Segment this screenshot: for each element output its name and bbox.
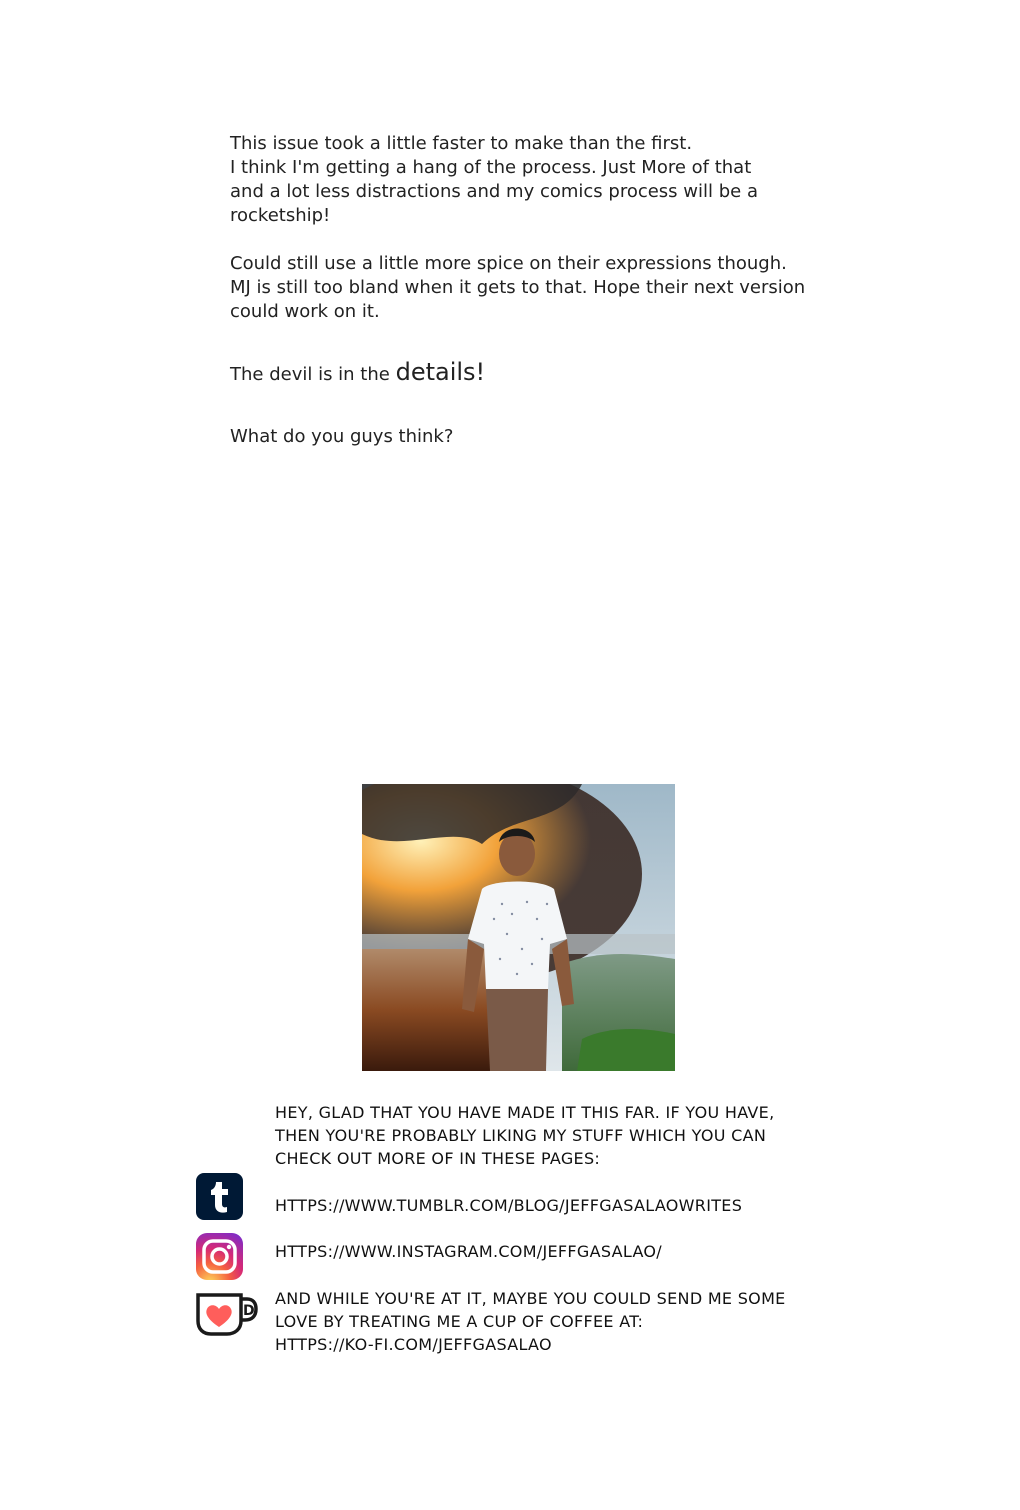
instagram-link[interactable]: HTTPS://WWW.INSTAGRAM.COM/JEFFGASALAO/ bbox=[275, 1242, 662, 1261]
promo-line: CHECK OUT MORE OF IN THESE PAGES: bbox=[275, 1149, 601, 1168]
note-line: and a lot less distractions and my comics process will be a bbox=[230, 181, 758, 202]
note-line: could work on it. bbox=[230, 301, 380, 322]
author-note bbox=[230, 132, 830, 449]
note-line: What do you guys think? bbox=[230, 426, 454, 447]
note-line: This issue took a little faster to make than the first. bbox=[230, 133, 693, 154]
kofi-block bbox=[275, 1287, 835, 1356]
note-emphasis: details! bbox=[395, 358, 486, 386]
kofi-link[interactable]: HTTPS://KO-FI.COM/JEFFGASALAO bbox=[275, 1335, 552, 1354]
kofi-line: LOVE BY TREATING ME A CUP OF COFFEE AT: bbox=[275, 1312, 644, 1331]
promo-line: HEY, GLAD THAT YOU HAVE MADE IT THIS FAR. IF YOU HAVE, bbox=[275, 1103, 775, 1122]
note-line: Could still use a little more spice on their expressions though. bbox=[230, 253, 787, 274]
note-text: The devil is in the bbox=[230, 364, 396, 385]
promo-block bbox=[275, 1101, 835, 1170]
note-line: rocketship! bbox=[230, 205, 331, 226]
note-line: I think I'm getting a hang of the process. Just More of that bbox=[230, 157, 752, 178]
author-portrait bbox=[362, 784, 675, 1071]
promo-line: THEN YOU'RE PROBABLY LIKING MY STUFF WHICH YOU CAN bbox=[275, 1126, 767, 1145]
instagram-icon[interactable] bbox=[196, 1233, 243, 1284]
kofi-cup-icon[interactable] bbox=[195, 1291, 259, 1341]
kofi-line: AND WHILE YOU'RE AT IT, MAYBE YOU COULD SEND ME SOME bbox=[275, 1289, 786, 1308]
tumblr-icon[interactable] bbox=[196, 1173, 243, 1224]
note-line bbox=[230, 360, 830, 387]
tumblr-link[interactable]: HTTPS://WWW.TUMBLR.COM/BLOG/JEFFGASALAOWRITES bbox=[275, 1196, 743, 1215]
note-line: MJ is still too bland when it gets to that. Hope their next version bbox=[230, 277, 806, 298]
svg-text:D: D bbox=[243, 1303, 255, 1319]
